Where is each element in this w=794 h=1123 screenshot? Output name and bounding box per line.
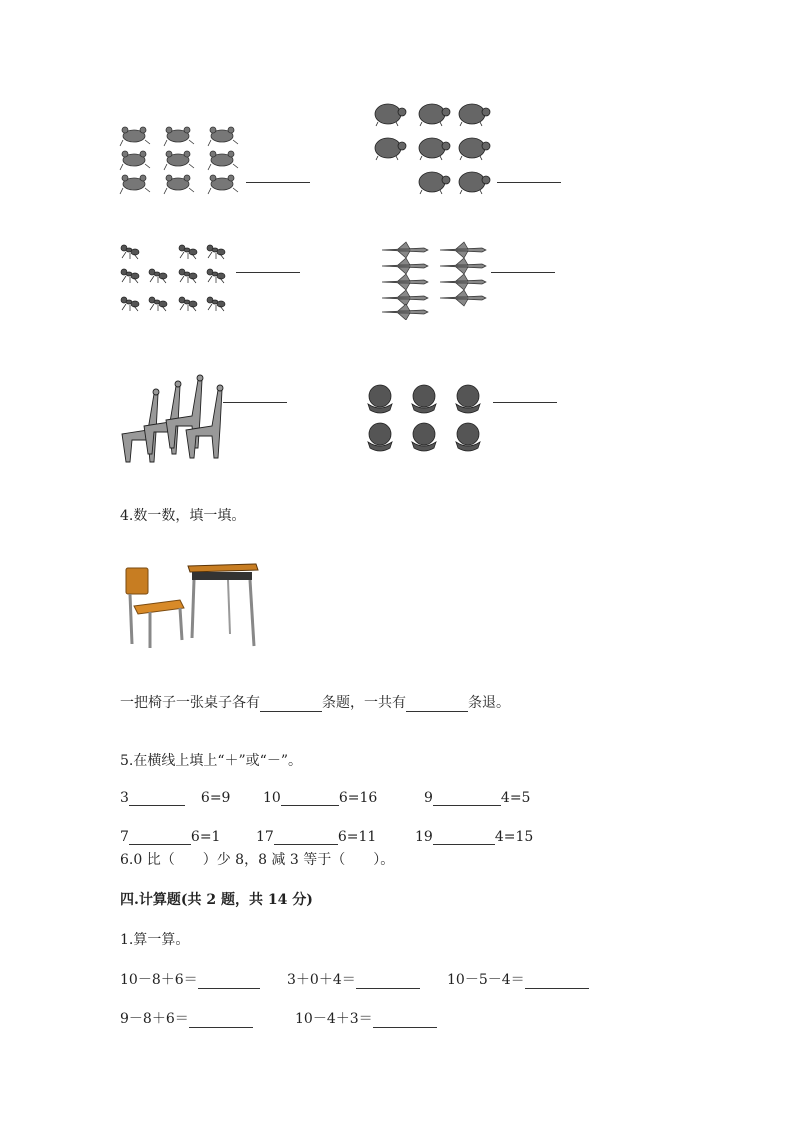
legs-total-blank[interactable] xyxy=(406,697,468,712)
giraffes-group-picture xyxy=(118,374,228,466)
q5-row-2-item-1 xyxy=(120,829,220,845)
answer-blank[interactable] xyxy=(525,974,589,989)
q5-row-1-item-2 xyxy=(263,790,377,806)
operand-left: 19 xyxy=(415,829,433,845)
operand-right: 6=11 xyxy=(337,829,377,845)
operand-right: 6=9 xyxy=(200,790,231,806)
calc-row-1-item-1 xyxy=(120,969,260,989)
operand-left: 3 xyxy=(120,790,129,806)
ants-group-picture xyxy=(118,240,234,324)
operand-left: 17 xyxy=(256,829,274,845)
operand-right: 4=15 xyxy=(494,829,534,845)
mice-answer-blank[interactable] xyxy=(246,168,310,183)
planes-answer-blank[interactable] xyxy=(491,258,555,273)
expression: 10－4＋3＝ xyxy=(295,1011,373,1027)
answer-blank[interactable] xyxy=(373,1013,437,1028)
expression: 9－8＋6＝ xyxy=(120,1011,189,1027)
answer-blank[interactable] xyxy=(198,974,260,989)
calc-row-2-item-2 xyxy=(295,1008,437,1028)
operand-left: 7 xyxy=(120,829,129,845)
ants-answer-blank[interactable] xyxy=(236,258,300,273)
answer-blank[interactable] xyxy=(189,1013,253,1028)
operator-blank[interactable] xyxy=(433,791,501,806)
question-6-text: 6.0 比（ ）少 8，8 减 3 等于（ ）。 xyxy=(120,852,395,868)
giraffes-answer-blank[interactable] xyxy=(223,388,287,403)
operand-left: 10 xyxy=(263,790,281,806)
turtles-group-picture xyxy=(372,100,496,198)
calc-row-2-item-1 xyxy=(120,1008,253,1028)
sentence-part-b: 条题，一共有 xyxy=(322,695,406,711)
q5-row-1-item-3 xyxy=(424,790,530,806)
expression: 10－8＋6＝ xyxy=(120,972,198,988)
operator-blank[interactable] xyxy=(433,830,495,845)
expression: 3＋0＋4＝ xyxy=(287,972,356,988)
q5-row-2-item-3 xyxy=(415,829,533,845)
question-4-title: 4.数一数，填一填。 xyxy=(120,508,246,524)
calc-title: 1.算一算。 xyxy=(120,932,190,948)
operator-blank[interactable] xyxy=(274,830,338,845)
calc-row-1-item-2 xyxy=(287,969,420,989)
operand-right: 6=16 xyxy=(338,790,378,806)
q5-row-1-item-1 xyxy=(120,790,230,806)
sentence-part-c: 条退。 xyxy=(468,695,510,711)
operand-right: 6=1 xyxy=(190,829,221,845)
sentence-part-a: 一把椅子一张桌子各有 xyxy=(120,695,260,711)
section-4-heading: 四.计算题(共 2 题，共 14 分) xyxy=(120,892,313,908)
turtles-answer-blank[interactable] xyxy=(497,168,561,183)
roses-group-picture xyxy=(360,382,494,458)
question-5-title: 5.在横线上填上“＋”或“－”。 xyxy=(120,753,302,769)
operator-blank[interactable] xyxy=(281,791,339,806)
operator-blank[interactable] xyxy=(129,830,191,845)
chair-and-desk-picture xyxy=(120,556,262,652)
roses-answer-blank[interactable] xyxy=(493,388,557,403)
operand-right: 4=5 xyxy=(500,790,531,806)
q5-row-2-item-2 xyxy=(256,829,376,845)
legs-each-blank[interactable] xyxy=(260,697,322,712)
calc-row-1-item-3 xyxy=(447,969,589,989)
question-4-sentence xyxy=(120,692,510,712)
answer-blank[interactable] xyxy=(356,974,420,989)
expression: 10－5－4＝ xyxy=(447,972,525,988)
planes-group-picture xyxy=(380,240,492,320)
mice-group-picture xyxy=(118,124,248,198)
operand-left: 9 xyxy=(424,790,433,806)
operator-blank[interactable] xyxy=(129,791,185,806)
